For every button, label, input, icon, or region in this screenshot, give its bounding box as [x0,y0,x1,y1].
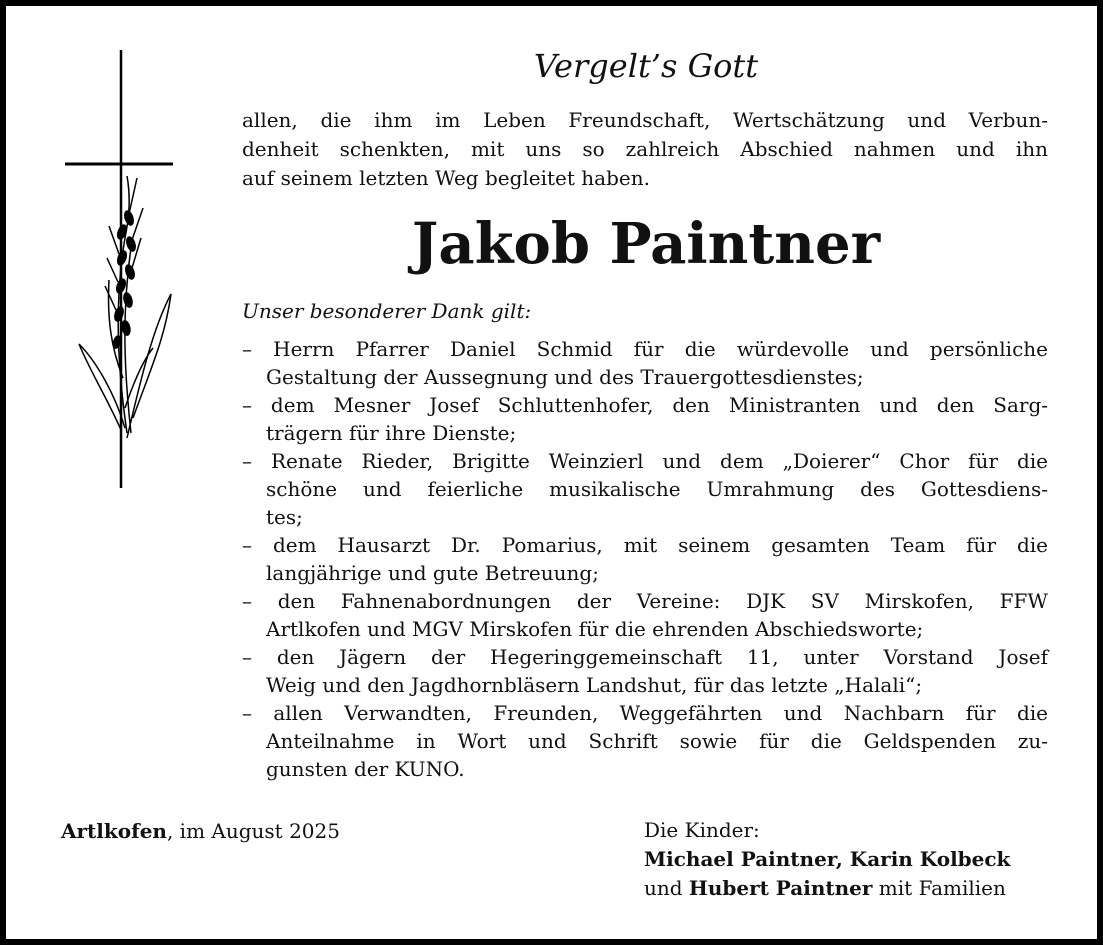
thanks-title: Unser besonderer Dank gilt: [242,299,532,323]
thanks-line: – den Jägern der Hegeringgemeinschaft 11, unter Vorstand Josef [242,645,1048,669]
intro-line: denheit schenkten, mit uns so zahlreich Abschied nahmen und ihn [242,137,1048,161]
thanks-line: – Herrn Pfarrer Daniel Schmid für die würdevolle und persönliche [242,337,1048,361]
thanks-item [242,335,1048,391]
thanks-line: – dem Mesner Josef Schluttenhofer, den Ministranten und den Sarg- [242,393,1048,417]
place-date-text: , im August 2025 [166,819,340,843]
thanks-item [242,699,1048,783]
thanks-item [242,643,1048,699]
place-date [61,816,340,846]
thanks-line: – den Fahnenabordnungen der Vereine: DJK SV Mirskofen, FFW [242,589,1048,613]
signature-prefix: und [644,876,689,900]
intro-line: allen, die ihm im Leben Freundschaft, Wertschätzung und Verbun- [242,108,1048,132]
son-name: Hubert Paintner [688,876,873,900]
thanks-list [242,335,1048,783]
intro-line: auf seinem letzten Weg begleitet haben. [242,166,650,190]
thanks-line: – allen Verwandten, Freunden, Weggefährten und Nachbarn für die [242,701,1048,725]
signature-block [644,816,1010,903]
thanks-line: schöne und feierliche musikalische Umrahmung des Gottesdiens- [266,477,1048,501]
thanks-line: langjährige und gute Betreuung; [266,561,599,585]
thanks-item [242,531,1048,587]
cross-with-wheat-icon [61,48,181,493]
thanks-item [242,391,1048,447]
thanks-line: Gestaltung der Aussegnung und des Trauergottesdienstes; [266,365,864,389]
thanks-item [242,587,1048,643]
place-town: Artlkofen [61,819,167,843]
thanks-line: Anteilnahme in Wort und Schrift sowie für die Geldspenden zu- [266,729,1048,753]
wheat-icon [79,176,171,438]
heading: Vergelt’s Gott [533,47,759,85]
thanks-line: Weig und den Jagdhornbläsern Landshut, für das letzte „Halali“; [266,673,923,697]
signature-names [644,845,1010,874]
deceased-name: Jakob Paintner [411,211,881,277]
thanks-line: gunsten der KUNO. [266,757,465,781]
signature-suffix: mit Familien [872,876,1006,900]
thanks-line: tes; [266,505,303,529]
thanks-line: – Renate Rieder, Brigitte Weinzierl und dem „Doierer“ Chor für die [242,449,1048,473]
thanks-line: – dem Hausarzt Dr. Pomarius, mit seinem gesamten Team für die [242,533,1048,557]
cross-icon [65,50,173,488]
thanks-line: Artlkofen und MGV Mirskofen für die ehrenden Abschiedsworte; [266,617,924,641]
thanks-item [242,447,1048,531]
children-names: Michael Paintner, Karin Kolbeck [644,847,1011,871]
intro-text [242,106,1048,193]
thanks-line: trägern für ihre Dienste; [266,421,517,445]
signature-family [644,874,1010,903]
signature-label: Die Kinder: [644,818,760,842]
